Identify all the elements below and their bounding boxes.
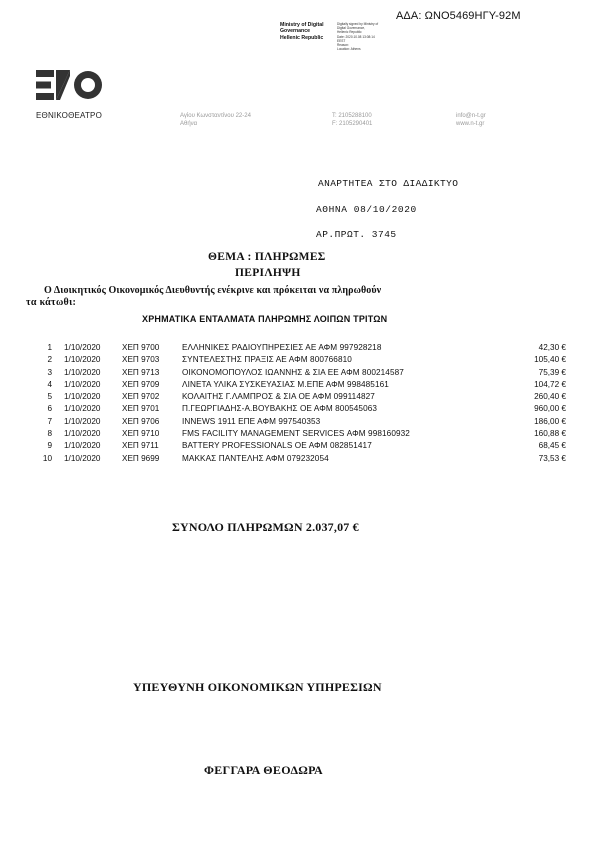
row-payee: ΛΙΝΕΤΑ ΥΛΙΚΑ ΣΥΣΚΕΥΑΣΙΑΣ Μ.ΕΠΕ ΑΦΜ 998485161	[182, 379, 389, 389]
row-index: 1	[47, 343, 52, 352]
payments-heading: ΧΡΗΜΑΤΙΚΑ ΕΝΤΑΛΜΑΤΑ ΠΛΗΡΩΜΗΣ ΛΟΙΠΩΝ ΤΡΙΤΩΝ	[142, 314, 388, 324]
signature-detail-line: Hellenic Republic	[337, 30, 362, 35]
row-payee: ΣΥΝΤΕΛΕΣΤΗΣ ΠΡΑΞΙΣ ΑΕ ΑΦΜ 800766810	[182, 355, 352, 365]
table-row	[38, 343, 566, 355]
fax-line: F: 2105290401	[332, 121, 373, 127]
signature-details	[337, 22, 407, 51]
row-amount: 160,88 €	[534, 429, 566, 439]
row-amount: 960,00 €	[534, 404, 566, 414]
web-contact	[456, 112, 486, 128]
row-voucher-code: ΧΕΠ 9713	[122, 367, 160, 377]
table-row	[38, 404, 566, 416]
signature-detail-line: Location: Athens	[337, 47, 361, 52]
row-index: 8	[47, 429, 52, 439]
subject-title: ΘΕΜΑ : ΠΛΗΡΩΜΕΣ	[208, 251, 326, 263]
signature-detail-line: EEST	[337, 38, 346, 43]
table-row	[38, 441, 566, 453]
address-line: Αγίου Κωνσταντίνου 22-24	[180, 113, 251, 119]
row-payee: ΚΟΛΑΙΤΗΣ Γ.ΛΑΜΠΡΟΣ & ΣΙΑ ΟΕ ΑΦΜ 099114827	[182, 392, 375, 402]
table-row	[38, 368, 566, 380]
row-amount: 260,40 €	[534, 392, 566, 402]
row-amount: 105,40 €	[534, 355, 566, 365]
website-link[interactable]: www.n-t.gr	[456, 121, 485, 127]
row-voucher-code: ΧΕΠ 9699	[122, 453, 160, 463]
row-payee: BATTERY PROFESSIONALS ΟΕ ΑΦΜ 082851417	[182, 441, 372, 451]
national-theatre-logo-icon	[36, 70, 106, 100]
row-index: 5	[47, 392, 52, 402]
table-row	[38, 429, 566, 441]
row-date: 1/10/2020	[64, 343, 101, 352]
row-amount: 75,39 €	[538, 367, 566, 377]
organization-name: ΕΘΝΙΚΟΘΕΑΤΡΟ	[36, 111, 103, 120]
row-date: 1/10/2020	[64, 367, 101, 377]
row-payee: ΟΙΚΟΝΟΜΟΠΟΥΛΟΣ ΙΩΑΝΝΗΣ & ΣΙΑ ΕΕ ΑΦΜ 800214587	[182, 367, 404, 377]
document-date: ΑΘΗΝΑ 08/10/2020	[316, 204, 417, 215]
row-date: 1/10/2020	[64, 404, 101, 414]
intro-text: τα κάτωθι:	[26, 297, 77, 308]
signer-name: ΦΕΓΓΑΡΑ ΘΕΟΔΩΡΑ	[204, 763, 324, 777]
row-amount: 186,00 €	[534, 416, 566, 426]
row-voucher-code: ΧΕΠ 9702	[122, 392, 160, 402]
row-index: 2	[47, 355, 52, 365]
row-amount: 73,53 €	[538, 453, 566, 463]
payments-list	[38, 343, 566, 466]
row-voucher-code: ΧΕΠ 9709	[122, 379, 160, 389]
ada-code: ΑΔΑ: ΩΝΟ5469ΗΓΥ-92Μ	[396, 10, 521, 22]
gov-line: Ministry of Digital	[280, 22, 324, 28]
signature-detail-line: Digitally signed by Ministry of	[337, 22, 379, 26]
gov-line: Governance	[280, 28, 310, 35]
row-date: 1/10/2020	[64, 355, 101, 365]
signature-detail-line: Date: 2020.10.08 13:08:14	[337, 34, 375, 39]
row-index: 4	[47, 379, 52, 389]
row-amount: 104,72 €	[534, 379, 566, 389]
row-index: 9	[47, 441, 52, 451]
row-index: 10	[42, 453, 52, 463]
row-date: 1/10/2020	[64, 379, 101, 389]
email-link[interactable]: info@n-t.gr	[456, 113, 486, 119]
phone-fax	[332, 112, 372, 128]
signature-detail-line: Digital Governance,	[337, 26, 365, 31]
row-date: 1/10/2020	[64, 392, 101, 402]
row-voucher-code: ΧΕΠ 9706	[122, 416, 160, 426]
row-date: 1/10/2020	[64, 416, 101, 426]
summary-heading: ΠΕΡΙΛΗΨΗ	[235, 267, 301, 279]
table-row	[38, 417, 566, 429]
intro-text: Ο Διοικητικός Οικονομικός Διευθυντής ενέκρινε και πρόκειται να πληρωθούν	[44, 285, 382, 296]
address	[180, 112, 251, 128]
row-amount: 68,45 €	[538, 441, 566, 451]
row-payee: ΜΑΚΚΑΣ ΠΑΝΤΕΛΗΣ ΑΦΜ 079232054	[182, 453, 329, 463]
table-row	[38, 380, 566, 392]
table-row	[38, 454, 566, 466]
row-index: 3	[47, 367, 52, 377]
protocol-number: ΑΡ.ΠΡΩΤ. 3745	[316, 229, 397, 240]
row-voucher-code: ΧΕΠ 9711	[122, 441, 159, 451]
row-date: 1/10/2020	[64, 453, 101, 463]
row-date: 1/10/2020	[64, 429, 101, 439]
address-line: Αθήνα	[180, 121, 198, 127]
row-payee: INNEWS 1911 ΕΠΕ ΑΦΜ 997540353	[182, 416, 321, 426]
row-payee: ΕΛΛΗΝΙΚΕΣ ΡΑΔΙΟΥΠΗΡΕΣΙΕΣ ΑΕ ΑΦΜ 997928218	[182, 343, 382, 352]
signer-role: ΥΠΕΥΘΥΝΗ ΟΙΚΟΝΟΜΙΚΩΝ ΥΠΗΡΕΣΙΩΝ	[133, 680, 382, 694]
posting-notice: ΑΝΑΡΤΗΤΕΑ ΣΤΟ ΔΙΑΔΙΚΤΥΟ	[318, 178, 459, 189]
row-date: 1/10/2020	[64, 441, 101, 451]
row-voucher-code: ΧΕΠ 9701	[122, 404, 160, 414]
row-index: 7	[47, 416, 52, 426]
phone-line: T: 2105288100	[332, 113, 372, 119]
table-row	[38, 392, 566, 404]
row-index: 6	[47, 404, 52, 414]
row-payee: Π.ΓΕΩΡΓΙΑΔΗΣ-Α.ΒΟΥΒΑΚΗΣ ΟΕ ΑΦΜ 800545063	[182, 404, 378, 414]
signature-detail-line: Reason:	[337, 43, 349, 48]
gov-line: Hellenic Republic	[280, 34, 324, 41]
table-row	[38, 355, 566, 367]
row-voucher-code: ΧΕΠ 9710	[122, 429, 160, 439]
row-amount: 42,30 €	[538, 343, 566, 352]
row-payee: FMS FACILITY MANAGEMENT SERVICES ΑΦΜ 998160932	[182, 429, 410, 439]
payments-total: ΣΥΝΟΛΟ ΠΛΗΡΩΜΩΝ 2.037,07 €	[172, 520, 359, 534]
row-voucher-code: ΧΕΠ 9700	[122, 343, 160, 352]
row-voucher-code: ΧΕΠ 9703	[122, 355, 160, 365]
